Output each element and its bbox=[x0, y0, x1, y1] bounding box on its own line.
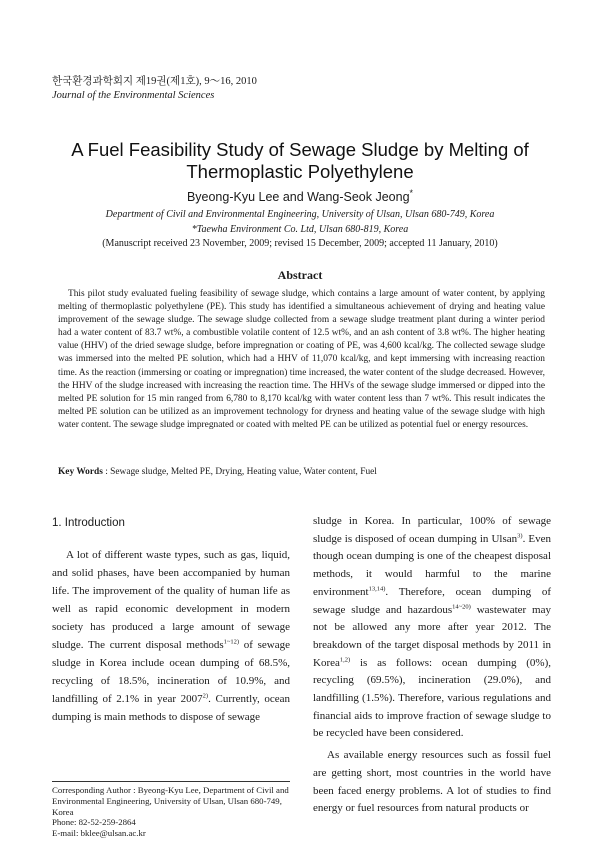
citation-ref: 3) bbox=[517, 532, 523, 540]
affiliations bbox=[40, 208, 560, 252]
citation-ref: 14~20) bbox=[452, 602, 471, 610]
intro-text-5: . Even though ocean dumping is one of the cheapest disposal methods, it would harmful to the marine environment bbox=[313, 532, 551, 598]
intro-text-8: is as follows: ocean dumping (0%), recycling (69.5%), incineration (29.0%), and landfilling (1.5%). Therefore, various regulations and financial aids to improve fraction of sewage sludge to be recycled have been considered. bbox=[313, 656, 551, 740]
section-heading-introduction: 1. Introduction bbox=[52, 517, 125, 529]
affiliation-1: Department of Civil and Environmental Engineering, University of Ulsan, Ulsan 680-749, Korea bbox=[105, 209, 495, 220]
abstract-heading: Abstract bbox=[277, 268, 323, 282]
affiliation-2: *Taewha Environment Co. Ltd, Ulsan 680-819, Korea bbox=[191, 223, 409, 235]
title-line-1: A Fuel Feasibility Study of Sewage Sludge by Melting of bbox=[71, 139, 529, 160]
right-column bbox=[313, 513, 551, 818]
intro-text-2: of sewage sludge in Korea include ocean dumping of 68.5%, recycling of 18.5%, incineration of 10.9%, and landfilling of 2.1% in year 2007 bbox=[52, 639, 290, 705]
correspondence-footnote bbox=[52, 785, 292, 839]
keywords-label: Key Words bbox=[58, 467, 103, 477]
corresponding-author: Corresponding Author : Byeong-Kyu Lee, Department of Civil and Environmental Engineering, University of Ulsan, Ulsan 680-749, Korea bbox=[52, 785, 289, 817]
email: E-mail: bklee@ulsan.ac.kr bbox=[52, 828, 146, 839]
citation-ref: 1~12) bbox=[223, 638, 240, 646]
footnote-divider bbox=[52, 781, 290, 782]
journal-name: Journal of the Environmental Sciences bbox=[52, 90, 215, 101]
intro-text-3: . Currently, ocean dumping is main methods to dispose of sewage bbox=[52, 693, 290, 723]
paper-title bbox=[40, 139, 560, 183]
left-column bbox=[52, 516, 290, 726]
keywords bbox=[58, 467, 545, 477]
intro-paragraph-2: As available energy resources such as fossil fuel are getting short, most countries in the world have been faced energy problems. A lot of studies to find energy or fuel resources from natural products or bbox=[313, 749, 551, 815]
intro-text-7: wastewater may not be allowed any more after year 2012. The breakdown of the target disposal methods by 2011 in Korea bbox=[313, 603, 551, 669]
citation-ref: 2) bbox=[202, 692, 209, 700]
intro-paragraph-1 bbox=[52, 546, 290, 726]
author-names: Byeong-Kyu Lee and Wang-Seok Jeong bbox=[186, 190, 410, 204]
intro-paragraph-1-cont bbox=[313, 513, 551, 743]
journal-header bbox=[52, 75, 257, 103]
intro-text-6: . Therefore, ocean dumping of sewage sludge and hazardous bbox=[313, 585, 551, 616]
intro-text-1: A lot of different waste types, such as gas, liquid, and solid phases, have been accompanied by human life. The improvement of the quality of human life as well as rapid economic development in modern society has produced a large amount of sewage sludge. The current disposal methods bbox=[52, 549, 290, 651]
authors bbox=[40, 187, 560, 204]
journal-citation: 한국환경과학회지 제19권(제1호), 9～16, 2010 bbox=[52, 76, 257, 87]
intro-text-4: sludge in Korea. In particular, 100% of sewage sludge is disposed of ocean dumping in Ulsan bbox=[313, 515, 551, 545]
author-mark: * bbox=[409, 187, 414, 198]
citation-ref: 13,14) bbox=[368, 585, 386, 593]
citation-ref: 1,2) bbox=[339, 655, 351, 663]
keywords-list: : Sewage sludge, Melted PE, Drying, Heating value, Water content, Fuel bbox=[102, 467, 377, 477]
abstract-text: This pilot study evaluated fueling feasibility of sewage sludge, which contains a large amount of water content, by applying melting of thermoplastic polyethylene (PE). This study has identified a simultaneous achievement of drying and heating value improvement of the sewage sludge. The sewage sludge collected from a sewage sludge treatment plant during a winter period had a water content of 83.7 wt%, a combustible volatile content of 12.5 wt%, and an ash content of 3.8 wt%. The higher heating value (HHV) of the dried sewage sludge, before impregnation or coating of PE, was 4,600 kcal/kg. The collected sewage sludge was immersed into the melted PE solution, which had a HHV of 11,070 kcal/kg, and kept immersing with increasing reaction time. As the reaction (immersing or coating or impregnation) time increased, the water content of the sludge decreased. However, the HHV of the sludge increased with increasing the reaction time. The HHVs of the sewage sludge immersed or dipped into the melted PE solution for 15 min ranged from 6,780 to 8,170 kcal/kg with water content less than 7 wt%. This result indicates the melted PE solution can be utilized as an improvement technology for dryness and heating value of the sewage sludge with high water content. The sewage sludge impregnated or coated with melted PE can be utilized as potential fuel or energy resources. bbox=[58, 289, 545, 430]
phone: Phone: 82-52-259-2864 bbox=[52, 817, 136, 828]
manuscript-dates: (Manuscript received 23 November, 2009; revised 15 December, 2009; accepted 11 January, 2010) bbox=[102, 238, 498, 249]
title-line-2: Thermoplastic Polyethylene bbox=[186, 161, 414, 182]
